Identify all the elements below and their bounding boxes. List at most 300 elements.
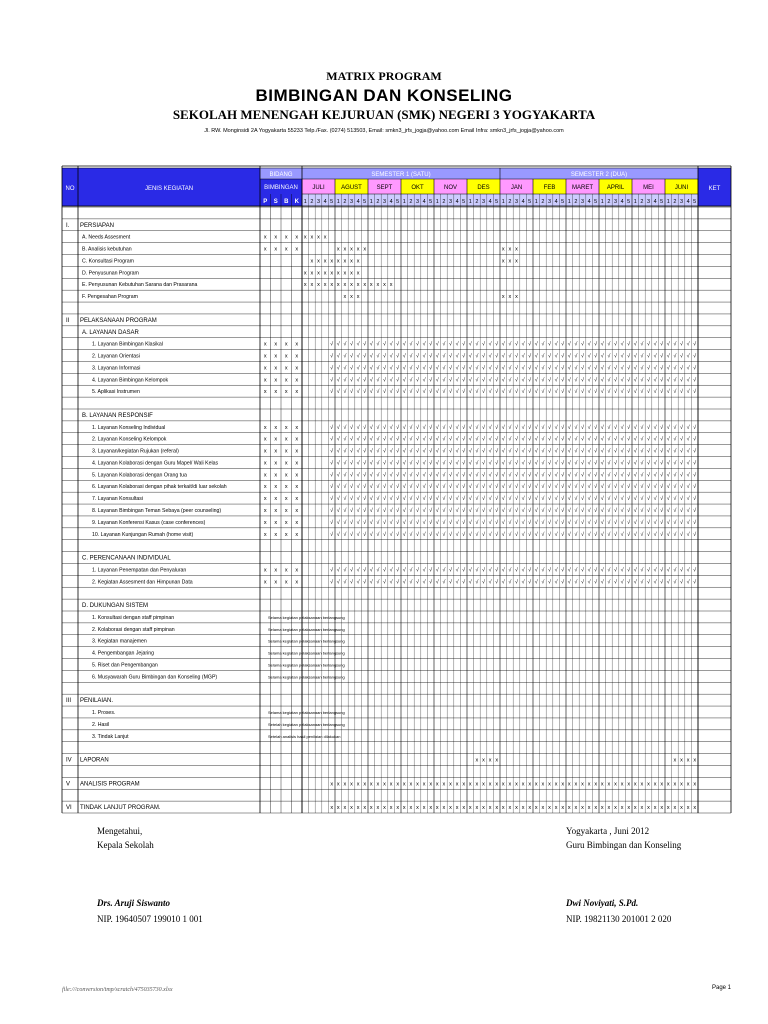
week-number: 4	[422, 199, 426, 205]
schedule-mark: √	[693, 519, 697, 526]
section-label: PENILAIAN.	[80, 698, 114, 705]
section-number: IV	[66, 757, 72, 764]
schedule-mark: √	[396, 508, 400, 514]
activity-kolaborasi-dengan-staff-pimpinan: 2. Kolaborasi dengan staff pimpinan	[92, 626, 175, 633]
schedule-mark: √	[363, 377, 367, 384]
schedule-mark: √	[435, 365, 439, 372]
schedule-mark: √	[369, 567, 373, 574]
schedule-mark: √	[481, 448, 486, 455]
schedule-mark: √	[448, 424, 453, 431]
schedule-mark: √	[468, 472, 472, 479]
schedule-mark: √	[673, 567, 677, 574]
schedule-mark: √	[349, 436, 354, 443]
schedule-mark: √	[541, 377, 545, 384]
schedule-mark: √	[627, 508, 631, 514]
schedule-mark: √	[349, 508, 354, 514]
week-number: 3	[448, 199, 453, 205]
schedule-mark: √	[343, 341, 347, 348]
schedule-mark: √	[508, 484, 512, 491]
schedule-mark: √	[528, 389, 532, 396]
schedule-mark: √	[534, 448, 538, 455]
schedule-mark: √	[534, 365, 538, 372]
schedule-mark: √	[376, 377, 380, 384]
schedule-mark: √	[627, 531, 631, 538]
schedule-mark: x	[693, 805, 697, 812]
schedule-mark: √	[541, 389, 545, 396]
schedule-mark: √	[422, 579, 426, 586]
schedule-mark: √	[673, 377, 677, 384]
schedule-mark: √	[402, 496, 406, 503]
schedule-mark: x	[666, 805, 670, 812]
schedule-mark: √	[633, 436, 637, 443]
schedule-mark: x	[317, 258, 320, 265]
schedule-mark: √	[382, 448, 387, 455]
title-bimbingan-konseling: BIMBINGAN DAN KONSELING	[255, 86, 513, 105]
schedule-mark: √	[382, 519, 387, 526]
schedule-mark: √	[382, 460, 387, 467]
schedule-mark: x	[350, 805, 353, 812]
month-label: NOV	[443, 185, 458, 191]
schedule-mark: √	[481, 567, 486, 574]
schedule-mark: √	[402, 519, 406, 526]
schedule-mark: √	[396, 353, 400, 360]
schedule-mark: √	[396, 567, 400, 574]
schedule-mark: √	[574, 531, 578, 538]
schedule-mark: √	[508, 436, 512, 443]
week-number: 3	[349, 199, 354, 205]
schedule-mark: √	[653, 508, 657, 514]
schedule-mark: √	[501, 436, 505, 443]
schedule-mark: √	[415, 496, 420, 503]
bidang-mark: x	[274, 531, 278, 538]
schedule-mark: √	[666, 519, 670, 526]
schedule-mark: √	[508, 519, 512, 526]
schedule-mark: √	[554, 472, 558, 479]
schedule-mark: √	[541, 365, 545, 372]
week-number: 2	[409, 199, 413, 205]
schedule-mark: √	[580, 531, 585, 538]
bidang-letter: S	[273, 199, 278, 205]
subsection-label: D. DUKUNGAN SISTEM	[82, 603, 149, 610]
schedule-mark: √	[363, 531, 367, 538]
schedule-mark: √	[679, 377, 684, 384]
schedule-mark: √	[633, 377, 637, 384]
col-header-bidang: BIDANG	[269, 172, 293, 178]
schedule-mark: √	[481, 341, 486, 348]
schedule-mark: √	[640, 365, 644, 372]
schedule-mark: x	[627, 781, 631, 788]
schedule-mark: √	[442, 436, 446, 443]
schedule-mark: √	[429, 377, 433, 384]
activity-needs-assesment: A. Needs Assesment	[82, 234, 131, 241]
schedule-mark: √	[495, 567, 499, 574]
schedule-mark: √	[686, 377, 690, 384]
schedule-mark: x	[455, 805, 459, 812]
schedule-mark: √	[594, 436, 598, 443]
week-number: 3	[514, 199, 519, 205]
schedule-mark: √	[481, 424, 486, 431]
schedule-mark: x	[435, 805, 439, 812]
bidang-mark: x	[284, 246, 288, 253]
activity-layanan-orientasi: 2. Layanan Orientasi	[92, 353, 140, 360]
schedule-mark: √	[567, 448, 571, 455]
schedule-mark: √	[389, 496, 393, 503]
bidang-mark: x	[284, 496, 288, 503]
schedule-mark: √	[620, 519, 624, 526]
schedule-mark: √	[415, 353, 420, 360]
schedule-mark: √	[363, 353, 367, 360]
schedule-mark: √	[633, 484, 637, 491]
schedule-mark: x	[383, 805, 386, 812]
schedule-mark: √	[369, 484, 373, 491]
schedule-mark: √	[587, 341, 591, 348]
schedule-mark: √	[442, 353, 446, 360]
activity-layanan-penempatan-dan-penyaluran: 1. Layanan Penempatan dan Penyaluran	[92, 567, 187, 574]
schedule-mark: x	[508, 805, 512, 812]
schedule-mark: √	[607, 531, 611, 538]
schedule-mark: √	[462, 460, 466, 467]
schedule-mark: √	[330, 436, 334, 443]
schedule-mark: √	[528, 424, 532, 431]
schedule-mark: √	[620, 389, 624, 396]
week-number: 1	[369, 199, 373, 205]
schedule-mark: √	[594, 531, 598, 538]
schedule-mark: √	[442, 377, 446, 384]
schedule-mark: √	[501, 531, 505, 538]
schedule-mark: x	[310, 282, 314, 289]
bidang-mark: x	[284, 377, 288, 384]
schedule-mark: √	[356, 519, 360, 526]
schedule-mark: √	[594, 519, 598, 526]
schedule-mark: √	[349, 365, 354, 372]
schedule-mark: √	[488, 519, 492, 526]
schedule-mark: √	[541, 341, 545, 348]
schedule-mark: x	[508, 246, 512, 253]
schedule-mark: √	[554, 424, 558, 431]
schedule-mark: √	[376, 567, 380, 574]
schedule-mark: √	[633, 567, 637, 574]
schedule-mark: √	[554, 496, 558, 503]
week-number: 3	[481, 199, 486, 205]
schedule-mark: x	[376, 781, 380, 788]
schedule-mark: √	[422, 365, 426, 372]
week-number: 2	[640, 199, 644, 205]
schedule-mark: √	[594, 377, 598, 384]
schedule-mark: √	[514, 377, 519, 384]
schedule-mark: x	[594, 781, 598, 788]
schedule-mark: √	[356, 353, 360, 360]
bidang-mark: x	[263, 567, 267, 574]
schedule-mark: √	[376, 579, 380, 586]
schedule-mark: x	[356, 282, 360, 289]
schedule-mark: x	[455, 781, 459, 788]
schedule-mark: √	[481, 389, 486, 396]
schedule-mark: √	[343, 472, 347, 479]
schedule-mark: √	[679, 365, 684, 372]
schedule-mark: √	[679, 496, 684, 503]
schedule-mark: √	[580, 353, 585, 360]
schedule-mark: √	[574, 567, 578, 574]
schedule-mark: √	[376, 460, 380, 467]
schedule-mark: √	[376, 424, 380, 431]
schedule-mark: √	[402, 424, 406, 431]
sig-right-name: Dwi Noviyati, S.Pd.	[566, 898, 639, 908]
schedule-mark: √	[574, 484, 578, 491]
week-number: 2	[475, 199, 479, 205]
schedule-mark: √	[666, 436, 670, 443]
activity-konsultasi-dengan-staff-pimpinan: 1. Konsultasi dengan staff pimpinan	[92, 614, 175, 621]
bidang-mark: x	[263, 377, 267, 384]
schedule-mark: √	[508, 389, 512, 396]
schedule-mark: √	[330, 531, 334, 538]
sig-left-nip: NIP. 19640507 199010 1 001	[97, 914, 203, 924]
schedule-mark: √	[561, 424, 565, 431]
schedule-mark: √	[594, 579, 598, 586]
schedule-mark: √	[600, 496, 604, 503]
schedule-mark: √	[673, 424, 677, 431]
schedule-mark: √	[620, 579, 624, 586]
schedule-mark: x	[356, 246, 360, 253]
schedule-mark: x	[515, 781, 518, 788]
week-number: 1	[468, 199, 472, 205]
schedule-mark: √	[336, 508, 340, 514]
schedule-mark: x	[416, 805, 419, 812]
schedule-mark: √	[429, 424, 433, 431]
schedule-mark: x	[653, 805, 657, 812]
schedule-mark: √	[382, 531, 387, 538]
schedule-mark: x	[666, 781, 670, 788]
schedule-mark: √	[481, 519, 486, 526]
schedule-mark: √	[422, 484, 426, 491]
schedule-mark: √	[640, 519, 644, 526]
schedule-mark: √	[462, 519, 466, 526]
schedule-mark: √	[442, 341, 446, 348]
schedule-mark: √	[673, 579, 677, 586]
schedule-mark: √	[600, 424, 604, 431]
schedule-mark: x	[330, 805, 334, 812]
schedule-mark: √	[396, 424, 400, 431]
schedule-mark: √	[607, 496, 611, 503]
bidang-mark: x	[274, 484, 278, 491]
schedule-mark: √	[514, 353, 519, 360]
schedule-mark: √	[376, 353, 380, 360]
schedule-mark: √	[514, 341, 519, 348]
schedule-mark: √	[481, 436, 486, 443]
schedule-mark: x	[686, 781, 690, 788]
schedule-mark: x	[336, 282, 340, 289]
schedule-mark: √	[607, 377, 611, 384]
schedule-mark: √	[382, 508, 387, 514]
schedule-mark: √	[594, 424, 598, 431]
schedule-mark: √	[613, 389, 618, 396]
bidang-mark: x	[274, 436, 278, 443]
schedule-mark: x	[422, 805, 426, 812]
schedule-mark: √	[534, 436, 538, 443]
schedule-mark: √	[409, 472, 413, 479]
schedule-mark: √	[567, 508, 571, 514]
schedule-mark: √	[455, 496, 459, 503]
schedule-mark: x	[442, 805, 446, 812]
schedule-mark: √	[528, 472, 532, 479]
section-number: III	[66, 698, 72, 705]
week-number: 4	[587, 199, 591, 205]
schedule-mark: √	[587, 448, 591, 455]
schedule-mark: √	[547, 353, 552, 360]
schedule-mark: √	[686, 365, 690, 372]
schedule-mark: √	[409, 341, 413, 348]
schedule-mark: √	[567, 341, 571, 348]
schedule-mark: √	[594, 484, 598, 491]
schedule-mark: √	[462, 484, 466, 491]
schedule-mark: √	[633, 579, 637, 586]
week-number: 5	[396, 199, 400, 205]
schedule-mark: √	[547, 484, 552, 491]
schedule-mark: √	[660, 448, 664, 455]
schedule-mark: x	[534, 805, 538, 812]
schedule-mark: √	[686, 567, 690, 574]
schedule-mark: √	[442, 519, 446, 526]
schedule-mark: √	[415, 377, 420, 384]
schedule-mark: √	[673, 472, 677, 479]
schedule-mark: x	[449, 781, 452, 788]
schedule-mark: √	[534, 353, 538, 360]
schedule-mark: √	[600, 484, 604, 491]
schedule-mark: √	[389, 377, 393, 384]
schedule-mark: √	[382, 496, 387, 503]
schedule-mark: √	[580, 484, 585, 491]
bidang-mark: x	[284, 579, 288, 586]
week-number: 4	[521, 199, 525, 205]
schedule-mark: √	[594, 353, 598, 360]
schedule-mark: √	[376, 448, 380, 455]
week-number: 5	[462, 199, 466, 205]
schedule-mark: √	[660, 365, 664, 372]
schedule-mark: √	[693, 496, 697, 503]
schedule-mark: √	[613, 531, 618, 538]
schedule-mark: x	[422, 781, 426, 788]
schedule-mark: √	[580, 567, 585, 574]
week-number: 2	[442, 199, 446, 205]
schedule-mark: √	[547, 508, 552, 514]
schedule-mark: √	[666, 496, 670, 503]
schedule-mark: x	[350, 294, 353, 301]
schedule-mark: √	[554, 389, 558, 396]
schedule-mark: √	[462, 472, 466, 479]
schedule-mark: x	[396, 805, 400, 812]
schedule-mark: √	[422, 567, 426, 574]
title-matrix-program: MATRIX PROGRAM	[326, 69, 442, 83]
schedule-mark: √	[567, 496, 571, 503]
schedule-mark: √	[488, 377, 492, 384]
schedule-mark: √	[514, 436, 519, 443]
bidang-mark: x	[263, 496, 267, 503]
schedule-mark: √	[541, 567, 545, 574]
schedule-mark: √	[508, 424, 512, 431]
schedule-mark: √	[646, 436, 651, 443]
week-number: 4	[455, 199, 459, 205]
schedule-mark: √	[349, 472, 354, 479]
schedule-mark: √	[554, 484, 558, 491]
schedule-mark: x	[383, 282, 386, 289]
activity-layanan-bimbingan-teman-sebaya-peer-coun: 8. Layanan Bimbingan Teman Sebaya (peer counseling)	[92, 508, 222, 514]
schedule-mark: √	[627, 567, 631, 574]
schedule-mark: √	[363, 389, 367, 396]
schedule-mark: √	[587, 531, 591, 538]
col-header-no: NO	[65, 186, 75, 192]
schedule-mark: √	[442, 508, 446, 514]
schedule-mark: √	[462, 496, 466, 503]
schedule-mark: √	[448, 365, 453, 372]
schedule-mark: √	[495, 519, 499, 526]
schedule-mark: x	[647, 805, 650, 812]
schedule-mark: √	[580, 377, 585, 384]
schedule-mark: √	[475, 519, 479, 526]
schedule-mark: √	[547, 519, 552, 526]
schedule-mark: √	[613, 508, 618, 514]
week-number: 3	[580, 199, 585, 205]
schedule-mark: √	[376, 389, 380, 396]
schedule-mark: √	[613, 365, 618, 372]
subsection-label: C. PERENCANAAN INDIVIDUAL	[82, 555, 171, 562]
schedule-mark: √	[495, 341, 499, 348]
bidang-mark: x	[295, 579, 299, 586]
schedule-mark: √	[640, 436, 644, 443]
schedule-mark: √	[330, 496, 334, 503]
schedule-mark: √	[495, 579, 499, 586]
bidang-mark: x	[284, 460, 288, 467]
schedule-mark: x	[534, 781, 538, 788]
schedule-mark: x	[323, 282, 327, 289]
schedule-mark: √	[415, 508, 420, 514]
schedule-mark: √	[613, 567, 618, 574]
schedule-mark: √	[363, 567, 367, 574]
week-number: 3	[613, 199, 618, 205]
schedule-mark: √	[475, 424, 479, 431]
schedule-mark: √	[448, 567, 453, 574]
schedule-mark: √	[349, 389, 354, 396]
col-header-bimbingan: BIMBINGAN	[264, 185, 298, 191]
schedule-mark: √	[561, 567, 565, 574]
footer-page-number: Page 1	[712, 985, 732, 991]
schedule-mark: √	[653, 472, 657, 479]
bidang-mark: x	[274, 424, 278, 431]
bidang-mark: x	[284, 508, 288, 514]
schedule-mark: √	[646, 424, 651, 431]
schedule-mark: √	[686, 389, 690, 396]
schedule-mark: x	[660, 805, 664, 812]
schedule-mark: √	[389, 365, 393, 372]
schedule-mark: x	[323, 270, 327, 277]
schedule-mark: √	[660, 519, 664, 526]
schedule-mark: √	[376, 436, 380, 443]
activity-layanan-kolaborasi-dengan-orang-tua: 5. Layanan Kolaborasi dengan Orang tua	[92, 472, 187, 479]
schedule-mark: x	[567, 781, 571, 788]
schedule-mark: √	[468, 365, 472, 372]
schedule-mark: √	[627, 436, 631, 443]
schedule-mark: √	[382, 484, 387, 491]
schedule-mark: x	[521, 805, 525, 812]
schedule-mark: √	[607, 448, 611, 455]
schedule-mark: √	[343, 484, 347, 491]
section-number: VI	[66, 805, 72, 812]
schedule-mark: √	[600, 365, 604, 372]
schedule-mark: √	[633, 460, 637, 467]
bidang-mark: x	[274, 353, 278, 360]
schedule-mark: √	[415, 389, 420, 396]
schedule-mark: √	[693, 567, 697, 574]
week-number: 1	[534, 199, 538, 205]
schedule-mark: √	[495, 448, 499, 455]
